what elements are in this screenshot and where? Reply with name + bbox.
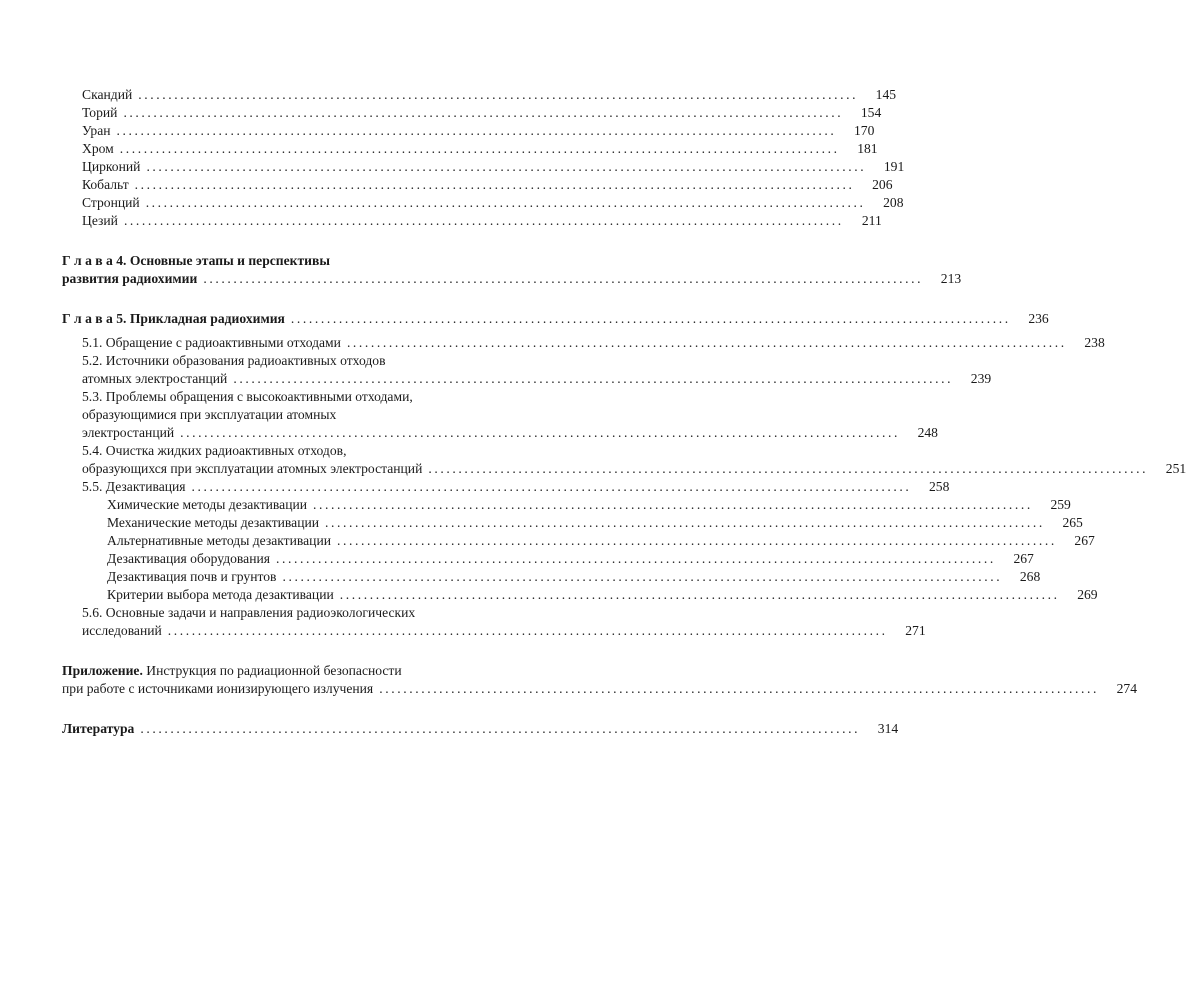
leader-dots: ........................................................................................................................ — [313, 497, 1033, 512]
toc-entry-title: Скандий — [82, 87, 133, 102]
subitem-title: Критерии выбора метода дезактивации — [107, 587, 334, 602]
page-number: 206 — [872, 177, 893, 192]
page-number: 208 — [883, 195, 904, 210]
page-number: 271 — [905, 623, 926, 638]
toc-chapter-4[interactable] — [62, 252, 962, 288]
toc-entry-cesium[interactable] — [82, 212, 882, 230]
subitem-title: Дезактивация оборудования — [107, 551, 271, 566]
leader-dots: ........................................................................................................................ — [203, 271, 924, 286]
toc-subitem-equipment[interactable] — [107, 550, 1034, 568]
page-number: 238 — [1084, 335, 1105, 350]
subitem-title: Альтернативные методы дезактивации — [107, 533, 331, 548]
toc-entry-strontium[interactable] — [82, 194, 904, 212]
toc-appendix[interactable] — [62, 662, 1138, 698]
page-number: 248 — [917, 425, 938, 440]
spacer — [0, 640, 634, 662]
leader-dots: ........................................................................................................................ — [140, 721, 861, 736]
page-number: 267 — [1013, 551, 1034, 566]
section-title-line2: образующихся при эксплуатации атомных электростанций — [82, 461, 423, 476]
leader-dots: ........................................................................................................................ — [325, 515, 1045, 530]
spacer — [0, 288, 634, 310]
page-number: 211 — [861, 213, 882, 228]
appendix-title-line2: при работе с источниками ионизирующего излучения — [62, 681, 374, 696]
leader-dots: ........................................................................................................................ — [180, 425, 900, 440]
toc-subitem-mechanical[interactable] — [107, 514, 1083, 532]
chapter-title: Прикладная радиохимия — [129, 311, 285, 326]
toc-subitem-criteria[interactable] — [107, 586, 1098, 604]
toc-entry-uranium[interactable] — [82, 122, 875, 140]
page-number: 259 — [1050, 497, 1071, 512]
page-number: 181 — [857, 141, 878, 156]
section-title-line3: электростанций — [82, 425, 175, 440]
section-title-line2: образующимися при эксплуатации атомных — [82, 407, 337, 422]
section-title-line1: 5.6. Основные задачи и направления радиоэкологических — [82, 605, 416, 620]
chapter-title-line1: Основные этапы и перспективы — [129, 253, 330, 268]
toc-entry-title: Хром — [82, 141, 114, 156]
leader-dots: ........................................................................................................................ — [138, 87, 859, 102]
toc-entry-scandium[interactable] — [82, 86, 897, 104]
toc-literature[interactable] — [62, 720, 899, 738]
toc-entry-title: Цирконий — [82, 159, 141, 174]
leader-dots: ........................................................................................................................ — [119, 141, 840, 156]
subitem-title: Механические методы дезактивации — [107, 515, 320, 530]
leader-dots: ........................................................................................................................ — [191, 479, 912, 494]
page-number: 314 — [877, 721, 899, 736]
toc-entry-title: Цезий — [82, 213, 118, 228]
page-number: 267 — [1074, 533, 1095, 548]
chapter-prefix: Г л а в а 5. — [62, 311, 127, 326]
toc-entry-zirconium[interactable] — [82, 158, 905, 176]
toc-section-5-2[interactable] — [82, 352, 992, 388]
page-number: 191 — [883, 159, 905, 174]
page-number: 154 — [860, 105, 882, 120]
leader-dots: ........................................................................................................................ — [282, 569, 1003, 584]
leader-dots: ........................................................................................................................ — [339, 587, 1060, 602]
toc-entry-title: Стронций — [82, 195, 140, 210]
literature-title: Литература — [62, 721, 135, 736]
toc-subitem-chemical[interactable] — [107, 496, 1071, 514]
chapter-title-line2: развития радиохимии — [62, 271, 198, 286]
leader-dots: ........................................................................................................................ — [134, 177, 855, 192]
leader-dots: ........................................................................................................................ — [167, 623, 888, 638]
section-title: 5.5. Дезактивация — [82, 479, 186, 494]
leader-dots: ........................................................................................................................ — [290, 311, 1011, 326]
page-number: 269 — [1077, 587, 1098, 602]
leader-dots: ........................................................................................................................ — [116, 123, 837, 138]
leader-dots: ........................................................................................................................ — [346, 335, 1067, 350]
leader-dots: ........................................................................................................................ — [145, 195, 866, 210]
section-title-line1: 5.3. Проблемы обращения с высокоактивными отходами, — [82, 389, 413, 404]
leader-dots: ........................................................................................................................ — [337, 533, 1057, 548]
page-number: 258 — [928, 479, 950, 494]
section-title-line2: атомных электростанций — [82, 371, 228, 386]
toc-section-5-1[interactable] — [82, 334, 1105, 352]
appendix-title-line1: Инструкция по радиационной безопасности — [146, 663, 402, 678]
page-number: 268 — [1019, 569, 1041, 584]
section-title-line1: 5.2. Источники образования радиоактивных отходов — [82, 353, 386, 368]
page-number: 145 — [875, 87, 897, 102]
toc-entry-title: Торий — [82, 105, 118, 120]
subitem-title: Дезактивация почв и грунтов — [107, 569, 277, 584]
section-title-line1: 5.4. Очистка жидких радиоактивных отходов, — [82, 443, 347, 458]
appendix-label: Приложение. — [62, 663, 143, 678]
page-number: 213 — [940, 271, 962, 286]
subitem-title: Химические методы дезактивации — [107, 497, 308, 512]
toc-entry-cobalt[interactable] — [82, 176, 893, 194]
table-of-contents — [0, 86, 1186, 738]
toc-section-5-5[interactable] — [82, 478, 950, 496]
leader-dots: ........................................................................................................................ — [233, 371, 954, 386]
page-number: 236 — [1028, 311, 1049, 326]
leader-dots: ........................................................................................................................ — [379, 681, 1100, 696]
page-number: 274 — [1116, 681, 1138, 696]
leader-dots: ........................................................................................................................ — [146, 159, 867, 174]
page-number: 170 — [853, 123, 875, 138]
toc-subitem-alternative[interactable] — [107, 532, 1095, 550]
page-number: 251 — [1165, 461, 1186, 476]
leader-dots: ........................................................................................................................ — [428, 461, 1149, 476]
toc-entry-thorium[interactable] — [82, 104, 882, 122]
spacer — [0, 698, 634, 720]
toc-subitem-soils[interactable] — [107, 568, 1041, 586]
toc-entry-chromium[interactable] — [82, 140, 878, 158]
toc-entry-title: Кобальт — [82, 177, 129, 192]
leader-dots: ........................................................................................................................ — [276, 551, 996, 566]
toc-section-5-4[interactable] — [82, 442, 1186, 478]
page-number: 265 — [1062, 515, 1083, 530]
toc-chapter-5[interactable] — [62, 310, 1049, 328]
section-title-line2: исследований — [82, 623, 162, 638]
leader-dots: ........................................................................................................................ — [123, 213, 844, 228]
spacer — [0, 230, 634, 252]
page-number: 239 — [970, 371, 992, 386]
toc-entry-title: Уран — [82, 123, 111, 138]
chapter-prefix: Г л а в а 4. — [62, 253, 127, 268]
leader-dots: ........................................................................................................................ — [123, 105, 844, 120]
section-title: 5.1. Обращение с радиоактивными отходами — [82, 335, 341, 350]
toc-section-5-6[interactable] — [82, 604, 926, 640]
toc-section-5-3[interactable] — [82, 388, 938, 442]
